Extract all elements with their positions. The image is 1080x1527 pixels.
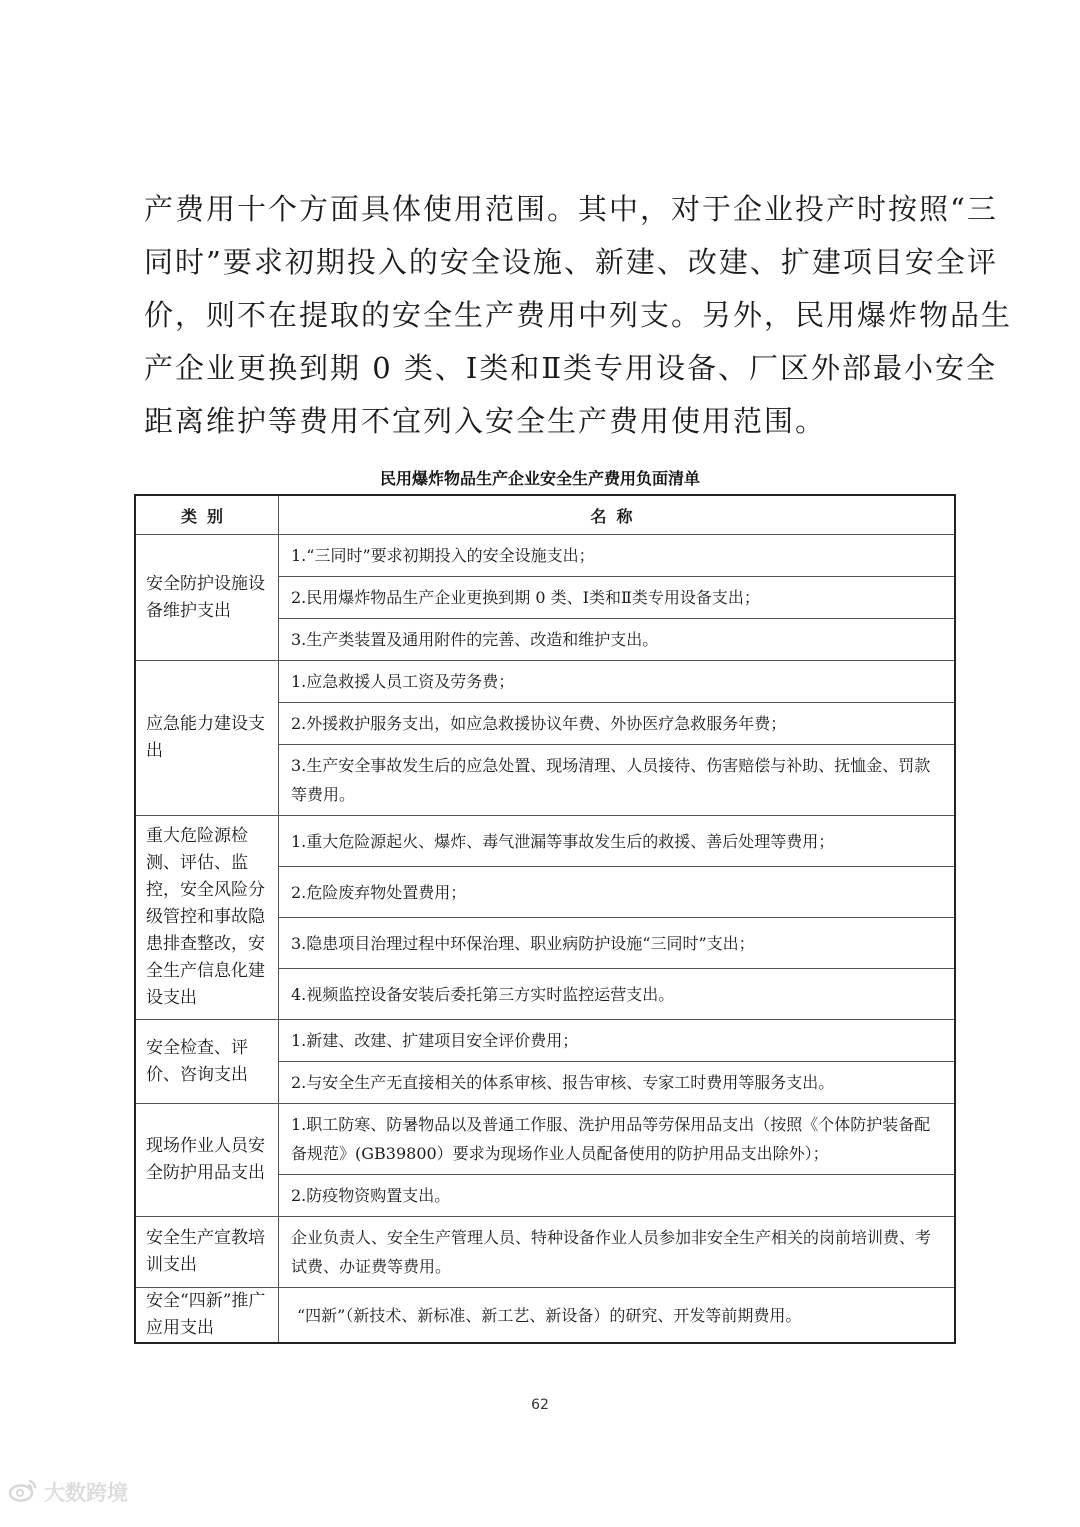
item-cell: 4.视频监控设备安装后委托第三方实时监控运营支出。	[279, 969, 956, 1020]
body-paragraph	[144, 183, 1013, 448]
item-cell: 2.民用爆炸物品生产企业更换到期 0 类、Ⅰ类和Ⅱ类专用设备支出；	[279, 577, 956, 619]
negative-list-table	[134, 494, 956, 1344]
table-row	[135, 1020, 955, 1062]
item-cell: 3.生产安全事故发生后的应急处置、现场清理、人员接待、伤害赔偿与补助、抚恤金、罚款等费用。	[279, 745, 956, 816]
category-cell: 现场作业人员安全防护用品支出	[135, 1104, 279, 1217]
table-row	[135, 1104, 955, 1175]
item-cell: 1.重大危险源起火、爆炸、毒气泄漏等事故发生后的救援、善后处理等费用；	[279, 816, 956, 867]
item-cell: 1.应急救援人员工资及劳务费；	[279, 661, 956, 703]
paragraph-line: 同时”要求初期投入的安全设施、新建、改建、扩建项目安全评	[144, 245, 998, 279]
category-cell: 重大危险源检测、评估、监控，安全风险分级管控和事故隐患排查整改，安全生产信息化建设支出	[135, 816, 279, 1020]
item-cell: 2.防疫物资购置支出。	[279, 1175, 956, 1217]
table-row	[135, 1217, 955, 1288]
table-row	[135, 535, 955, 577]
item-cell: 2.外援救护服务支出，如应急救援协议年费、外协医疗急救服务年费；	[279, 703, 956, 745]
category-cell: 安全检查、评价、咨询支出	[135, 1020, 279, 1104]
table-header-row	[135, 495, 955, 535]
item-cell: 3.生产类装置及通用附件的完善、改造和维护支出。	[279, 619, 956, 661]
category-cell: 应急能力建设支出	[135, 661, 279, 816]
category-cell: 安全“四新”推广应用支出	[135, 1288, 279, 1344]
watermark-text: 大数跨境	[44, 1481, 128, 1505]
paragraph-line: 产企业更换到期 0 类、Ⅰ类和Ⅱ类专用设备、厂区外部最小安全	[144, 351, 998, 385]
item-cell: 企业负责人、安全生产管理人员、特种设备作业人员参加非安全生产相关的岗前培训费、考试费、办证费等费用。	[279, 1217, 956, 1288]
header-category: 类别	[135, 495, 279, 535]
item-cell: “四新”（新技术、新标准、新工艺、新设备）的研究、开发等前期费用。	[279, 1288, 956, 1344]
paragraph-line: 价，则不在提取的安全生产费用中列支。另外，民用爆炸物品生	[144, 298, 1013, 332]
item-cell: 3.隐患项目治理过程中环保治理、职业病防护设施“三同时”支出；	[279, 918, 956, 969]
paragraph-line: 产费用十个方面具体使用范围。其中，对于企业投产时按照“三	[144, 192, 998, 226]
weibo-logo-icon	[8, 1478, 38, 1507]
paragraph-line: 距离维护等费用不宜列入安全生产费用使用范围。	[144, 404, 827, 438]
item-cell: 2.与安全生产无直接相关的体系审核、报告审核、专家工时费用等服务支出。	[279, 1062, 956, 1104]
category-cell: 安全防护设施设备维护支出	[135, 535, 279, 661]
page-number: 62	[531, 1397, 549, 1413]
item-cell: 1.“三同时”要求初期投入的安全设施支出；	[279, 535, 956, 577]
item-cell: 1.职工防寒、防暑物品以及普通工作服、洗护用品等劳保用品支出（按照《个体防护装备配备规范》(GB39800）要求为现场作业人员配备使用的防护用品支出除外）；	[279, 1104, 956, 1175]
category-cell: 安全生产宣教培训支出	[135, 1217, 279, 1288]
table-row	[135, 1288, 955, 1344]
watermark	[8, 1477, 128, 1507]
item-cell: 2.危险废弃物处置费用；	[279, 867, 956, 918]
table-row	[135, 816, 955, 867]
header-name: 名称	[279, 495, 956, 535]
table-title: 民用爆炸物品生产企业安全生产费用负面清单	[379, 469, 700, 488]
item-cell: 1.新建、改建、扩建项目安全评价费用；	[279, 1020, 956, 1062]
table-row	[135, 661, 955, 703]
